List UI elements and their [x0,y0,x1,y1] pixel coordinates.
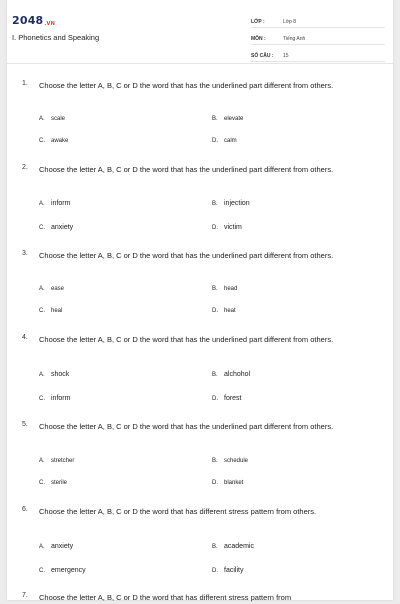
option-letter: C. [39,308,45,314]
option-word: shock [51,371,70,378]
option-letter: C. [39,568,45,574]
option-letter: B. [212,201,218,207]
question-text: Choose the letter A, B, C or D the word that has different stress pattern from others. [39,507,317,516]
option-letter: B. [212,286,218,292]
option-letter: C. [39,396,45,402]
answer-option-c[interactable] [39,567,86,574]
worksheet-meta [251,15,385,66]
question-number: 2. [22,164,28,171]
option-word: schedule [224,458,249,464]
option-word: injection [224,200,250,207]
option-letter: A. [39,544,45,550]
option-letter: A. [39,116,45,122]
option-word: facility [224,567,244,574]
answer-option-d[interactable] [212,138,237,144]
option-letter: B. [212,544,218,550]
meta-row-subject [251,32,385,45]
option-letter: C. [39,225,45,231]
answer-option-a[interactable] [39,371,69,378]
worksheet-page [7,0,393,600]
option-word: heat [224,308,236,314]
answer-option-d[interactable] [212,567,243,574]
question-number: 3. [22,250,28,257]
option-letter: D. [212,308,218,314]
option-word: blanket [224,480,244,486]
answer-option-b[interactable] [212,200,250,207]
option-word: sterile [51,480,68,486]
answer-option-b[interactable] [212,286,237,292]
meta-row-class [251,15,385,28]
option-word: anxiety [51,543,74,550]
option-word: ease [51,286,65,292]
meta-value: 15 [283,53,289,59]
question-text: Choose the letter A, B, C or D the word that has the underlined part different from others. [39,251,334,260]
answer-option-c[interactable] [39,480,67,486]
option-word: academic [224,543,254,550]
option-letter: A. [39,372,45,378]
option-letter: D. [212,225,218,231]
meta-label: LỚP : [251,19,265,25]
header-divider [7,63,393,64]
question-number: 1. [22,80,28,87]
meta-value: Lớp 8 [283,19,297,25]
question-text: Choose the letter A, B, C or D the word that has different stress pattern from [39,593,292,602]
section-title: I. Phonetics and Speaking [12,33,100,42]
answer-option-d[interactable] [212,395,242,402]
option-word: elevate [224,116,244,122]
option-word: anxiety [51,224,74,231]
question-text: Choose the letter A, B, C or D the word that has the underlined part different from others. [39,422,334,431]
option-word: heal [51,308,63,314]
option-letter: D. [212,480,218,486]
option-letter: D. [212,568,218,574]
answer-option-c[interactable] [39,308,62,314]
question-number: 4. [22,334,28,341]
option-word: victim [224,224,242,231]
answer-option-b[interactable] [212,458,248,464]
question-text: Choose the letter A, B, C or D the word that has the underlined part different from others. [39,165,334,174]
option-word: calm [224,138,237,144]
option-word: inform [51,200,71,207]
meta-value: Tiếng Anh [283,36,306,42]
option-word: head [224,286,238,292]
question-text: Choose the letter A, B, C or D the word that has the underlined part different from others. [39,81,334,90]
answer-option-a[interactable] [39,286,64,292]
question-number: 7. [22,592,28,599]
answer-option-b[interactable] [212,371,250,378]
option-letter: B. [212,372,218,378]
option-letter: A. [39,458,45,464]
question-number: 5. [22,421,28,428]
answer-option-d[interactable] [212,308,236,314]
option-letter: D. [212,138,218,144]
option-letter: B. [212,116,218,122]
option-word: awake [51,138,69,144]
brand-name: 2048 [12,14,44,27]
answer-option-d[interactable] [212,480,243,486]
question-text: Choose the letter A, B, C or D the word that has the underlined part different from others. [39,335,334,344]
option-letter: C. [39,138,45,144]
meta-row-question-count [251,49,385,62]
option-letter: C. [39,480,45,486]
meta-label: MÔN : [251,36,266,42]
option-word: forest [224,395,242,402]
answer-option-b[interactable] [212,543,254,550]
answer-option-b[interactable] [212,116,243,122]
answer-option-a[interactable] [39,200,70,207]
answer-option-a[interactable] [39,543,73,550]
option-letter: A. [39,201,45,207]
answer-option-a[interactable] [39,458,74,464]
option-letter: B. [212,458,218,464]
option-word: alchohol [224,371,251,378]
answer-option-c[interactable] [39,395,70,402]
answer-option-d[interactable] [212,224,242,231]
option-word: stretcher [51,458,75,464]
answer-option-a[interactable] [39,116,65,122]
brand-suffix: .VN [44,21,55,27]
option-word: scale [51,116,66,122]
question-number: 6. [22,506,28,513]
option-letter: A. [39,286,45,292]
option-letter: D. [212,396,218,402]
answer-option-c[interactable] [39,138,68,144]
answer-option-c[interactable] [39,224,73,231]
option-word: emergency [51,567,86,574]
site-logo[interactable] [12,14,55,27]
option-word: inform [51,395,71,402]
meta-label: SỐ CÂU : [251,53,274,59]
